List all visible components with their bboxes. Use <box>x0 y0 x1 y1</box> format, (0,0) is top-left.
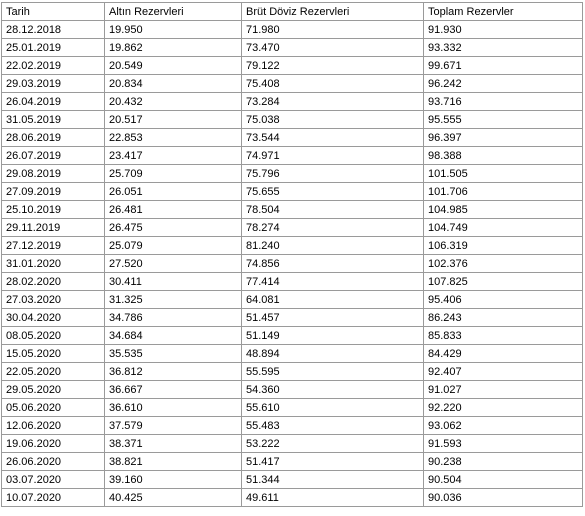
header-gold-reserves[interactable]: Altın Rezervleri <box>105 3 242 21</box>
cell-gross-fx-reserves[interactable]: 51.457 <box>242 309 424 327</box>
table-row <box>2 93 583 111</box>
table-header <box>2 3 583 21</box>
table-row <box>2 417 583 435</box>
cell-date[interactable]: 28.06.2019 <box>2 129 105 147</box>
cell-gold-reserves[interactable]: 36.610 <box>105 399 242 417</box>
cell-total-reserves[interactable]: 91.593 <box>424 435 583 453</box>
cell-gross-fx-reserves[interactable]: 74.971 <box>242 147 424 165</box>
table-body <box>2 21 583 507</box>
table-row <box>2 489 583 507</box>
cell-date[interactable]: 15.05.2020 <box>2 345 105 363</box>
cell-gold-reserves[interactable]: 34.786 <box>105 309 242 327</box>
header-total-reserves[interactable]: Toplam Rezervler <box>424 3 583 21</box>
cell-total-reserves[interactable]: 90.504 <box>424 471 583 489</box>
cell-date[interactable]: 22.02.2019 <box>2 57 105 75</box>
cell-gold-reserves[interactable]: 20.517 <box>105 111 242 129</box>
cell-gross-fx-reserves[interactable]: 54.360 <box>242 381 424 399</box>
table-row <box>2 471 583 489</box>
cell-total-reserves[interactable]: 101.706 <box>424 183 583 201</box>
cell-date[interactable]: 08.05.2020 <box>2 327 105 345</box>
table-row <box>2 57 583 75</box>
cell-gold-reserves[interactable]: 19.950 <box>105 21 242 39</box>
cell-gold-reserves[interactable]: 26.475 <box>105 219 242 237</box>
cell-gold-reserves[interactable]: 38.371 <box>105 435 242 453</box>
cell-gross-fx-reserves[interactable]: 73.284 <box>242 93 424 111</box>
table-row <box>2 255 583 273</box>
cell-gold-reserves[interactable]: 20.432 <box>105 93 242 111</box>
cell-total-reserves[interactable]: 101.505 <box>424 165 583 183</box>
cell-gold-reserves[interactable]: 30.411 <box>105 273 242 291</box>
cell-gold-reserves[interactable]: 36.812 <box>105 363 242 381</box>
cell-gold-reserves[interactable]: 31.325 <box>105 291 242 309</box>
cell-date[interactable]: 26.04.2019 <box>2 93 105 111</box>
cell-gross-fx-reserves[interactable]: 75.655 <box>242 183 424 201</box>
cell-total-reserves[interactable]: 91.930 <box>424 21 583 39</box>
cell-gold-reserves[interactable]: 40.425 <box>105 489 242 507</box>
table-row <box>2 21 583 39</box>
table-row <box>2 363 583 381</box>
cell-gross-fx-reserves[interactable]: 79.122 <box>242 57 424 75</box>
cell-date[interactable]: 26.06.2020 <box>2 453 105 471</box>
cell-date[interactable]: 03.07.2020 <box>2 471 105 489</box>
cell-gross-fx-reserves[interactable]: 75.408 <box>242 75 424 93</box>
cell-gross-fx-reserves[interactable]: 81.240 <box>242 237 424 255</box>
cell-gross-fx-reserves[interactable]: 55.483 <box>242 417 424 435</box>
cell-gross-fx-reserves[interactable]: 71.980 <box>242 21 424 39</box>
cell-gross-fx-reserves[interactable]: 78.274 <box>242 219 424 237</box>
cell-gold-reserves[interactable]: 23.417 <box>105 147 242 165</box>
cell-total-reserves[interactable]: 93.716 <box>424 93 583 111</box>
table-row <box>2 291 583 309</box>
header-row <box>2 3 583 21</box>
table-row <box>2 111 583 129</box>
cell-gross-fx-reserves[interactable]: 55.595 <box>242 363 424 381</box>
table-row <box>2 237 583 255</box>
cell-gold-reserves[interactable]: 35.535 <box>105 345 242 363</box>
table-row <box>2 165 583 183</box>
cell-date[interactable]: 25.01.2019 <box>2 39 105 57</box>
table-row <box>2 345 583 363</box>
cell-date[interactable]: 30.04.2020 <box>2 309 105 327</box>
cell-date[interactable]: 19.06.2020 <box>2 435 105 453</box>
cell-date[interactable]: 28.12.2018 <box>2 21 105 39</box>
cell-date[interactable]: 27.03.2020 <box>2 291 105 309</box>
cell-total-reserves[interactable]: 99.671 <box>424 57 583 75</box>
table-row <box>2 219 583 237</box>
cell-date[interactable]: 27.12.2019 <box>2 237 105 255</box>
cell-date[interactable]: 05.06.2020 <box>2 399 105 417</box>
cell-gross-fx-reserves[interactable]: 55.610 <box>242 399 424 417</box>
table-row <box>2 399 583 417</box>
cell-date[interactable]: 29.11.2019 <box>2 219 105 237</box>
cell-date[interactable]: 29.05.2020 <box>2 381 105 399</box>
cell-total-reserves[interactable]: 92.220 <box>424 399 583 417</box>
cell-date[interactable]: 29.03.2019 <box>2 75 105 93</box>
cell-date[interactable]: 31.05.2019 <box>2 111 105 129</box>
cell-gross-fx-reserves[interactable]: 78.504 <box>242 201 424 219</box>
table-row <box>2 273 583 291</box>
cell-total-reserves[interactable]: 92.407 <box>424 363 583 381</box>
cell-total-reserves[interactable]: 104.985 <box>424 201 583 219</box>
cell-total-reserves[interactable]: 86.243 <box>424 309 583 327</box>
cell-date[interactable]: 31.01.2020 <box>2 255 105 273</box>
cell-date[interactable]: 28.02.2020 <box>2 273 105 291</box>
header-date[interactable]: Tarih <box>2 3 105 21</box>
cell-total-reserves[interactable]: 85.833 <box>424 327 583 345</box>
cell-date[interactable]: 12.06.2020 <box>2 417 105 435</box>
header-gross-fx-reserves[interactable]: Brüt Döviz Rezervleri <box>242 3 424 21</box>
cell-gross-fx-reserves[interactable]: 51.149 <box>242 327 424 345</box>
cell-gross-fx-reserves[interactable]: 77.414 <box>242 273 424 291</box>
cell-gross-fx-reserves[interactable]: 74.856 <box>242 255 424 273</box>
cell-gold-reserves[interactable]: 36.667 <box>105 381 242 399</box>
table-row <box>2 39 583 57</box>
cell-gold-reserves[interactable]: 27.520 <box>105 255 242 273</box>
cell-total-reserves[interactable]: 90.036 <box>424 489 583 507</box>
table-row <box>2 75 583 93</box>
cell-total-reserves[interactable]: 98.388 <box>424 147 583 165</box>
cell-gold-reserves[interactable]: 34.684 <box>105 327 242 345</box>
table-row <box>2 147 583 165</box>
cell-gold-reserves[interactable]: 26.051 <box>105 183 242 201</box>
table-row <box>2 309 583 327</box>
cell-gold-reserves[interactable]: 39.160 <box>105 471 242 489</box>
table-row <box>2 435 583 453</box>
table-row <box>2 129 583 147</box>
cell-total-reserves[interactable]: 93.062 <box>424 417 583 435</box>
cell-gross-fx-reserves[interactable]: 75.038 <box>242 111 424 129</box>
cell-gross-fx-reserves[interactable]: 75.796 <box>242 165 424 183</box>
cell-total-reserves[interactable]: 96.397 <box>424 129 583 147</box>
cell-date[interactable]: 22.05.2020 <box>2 363 105 381</box>
cell-total-reserves[interactable]: 93.332 <box>424 39 583 57</box>
cell-total-reserves[interactable]: 96.242 <box>424 75 583 93</box>
reserves-table <box>1 2 583 507</box>
cell-gold-reserves[interactable]: 26.481 <box>105 201 242 219</box>
cell-gross-fx-reserves[interactable]: 51.417 <box>242 453 424 471</box>
cell-gold-reserves[interactable]: 20.549 <box>105 57 242 75</box>
cell-gross-fx-reserves[interactable]: 73.470 <box>242 39 424 57</box>
cell-gross-fx-reserves[interactable]: 53.222 <box>242 435 424 453</box>
cell-gold-reserves[interactable]: 19.862 <box>105 39 242 57</box>
cell-gross-fx-reserves[interactable]: 49.611 <box>242 489 424 507</box>
cell-total-reserves[interactable]: 91.027 <box>424 381 583 399</box>
cell-date[interactable]: 29.08.2019 <box>2 165 105 183</box>
cell-total-reserves[interactable]: 95.406 <box>424 291 583 309</box>
cell-date[interactable]: 27.09.2019 <box>2 183 105 201</box>
cell-total-reserves[interactable]: 104.749 <box>424 219 583 237</box>
cell-gross-fx-reserves[interactable]: 48.894 <box>242 345 424 363</box>
table-row <box>2 201 583 219</box>
table-row <box>2 381 583 399</box>
cell-date[interactable]: 26.07.2019 <box>2 147 105 165</box>
cell-total-reserves[interactable]: 106.319 <box>424 237 583 255</box>
cell-gold-reserves[interactable]: 20.834 <box>105 75 242 93</box>
cell-gross-fx-reserves[interactable]: 64.081 <box>242 291 424 309</box>
cell-gross-fx-reserves[interactable]: 51.344 <box>242 471 424 489</box>
cell-total-reserves[interactable]: 95.555 <box>424 111 583 129</box>
cell-gold-reserves[interactable]: 22.853 <box>105 129 242 147</box>
cell-gross-fx-reserves[interactable]: 73.544 <box>242 129 424 147</box>
cell-total-reserves[interactable]: 90.238 <box>424 453 583 471</box>
cell-date[interactable]: 25.10.2019 <box>2 201 105 219</box>
cell-total-reserves[interactable]: 84.429 <box>424 345 583 363</box>
cell-total-reserves[interactable]: 102.376 <box>424 255 583 273</box>
cell-gold-reserves[interactable]: 25.079 <box>105 237 242 255</box>
table-row <box>2 183 583 201</box>
cell-total-reserves[interactable]: 107.825 <box>424 273 583 291</box>
cell-gold-reserves[interactable]: 37.579 <box>105 417 242 435</box>
cell-gold-reserves[interactable]: 25.709 <box>105 165 242 183</box>
cell-gold-reserves[interactable]: 38.821 <box>105 453 242 471</box>
table-row <box>2 327 583 345</box>
table-row <box>2 453 583 471</box>
cell-date[interactable]: 10.07.2020 <box>2 489 105 507</box>
